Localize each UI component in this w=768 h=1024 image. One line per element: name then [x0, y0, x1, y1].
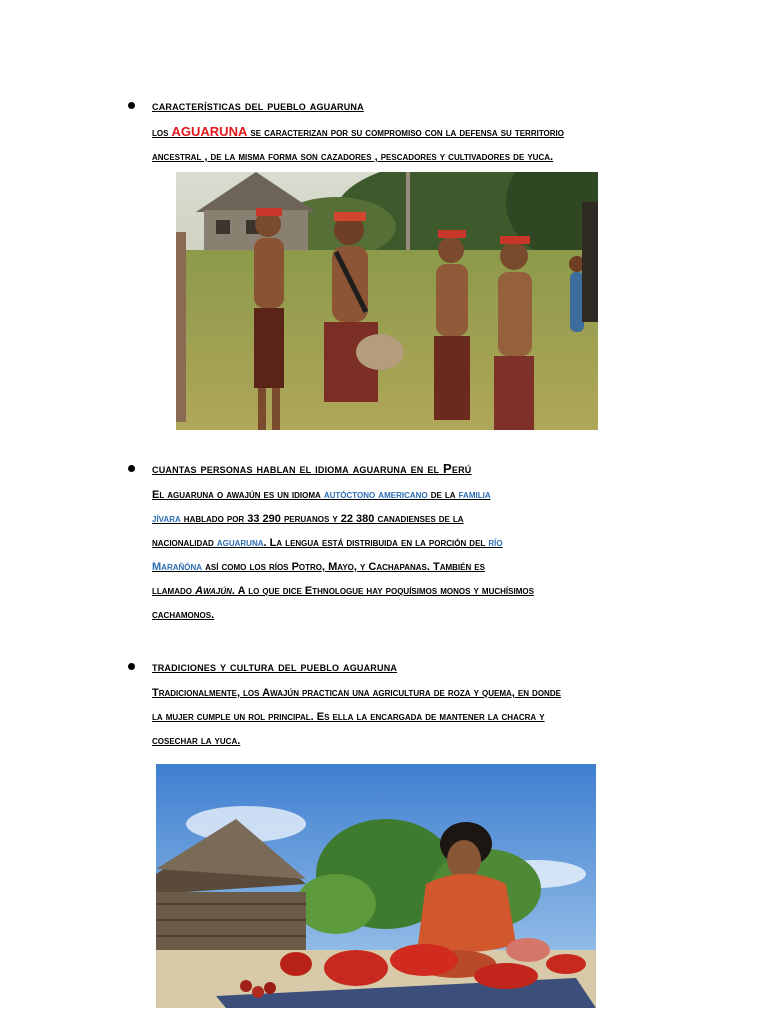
section-heading: tradiciones y cultura del pueblo aguaruna: [152, 659, 398, 674]
paragraph-line: cosechar la yuca.: [152, 735, 241, 747]
photo-aguaruna-men-illustration: [176, 172, 598, 430]
section-paragraph: [152, 120, 688, 169]
section-heading: características del pueblo aguaruna: [152, 98, 364, 113]
section-caracteristicas: [128, 98, 688, 169]
paragraph-line: nacionalidad aguaruna. La lengua está distribuida en la porción del río: [152, 537, 503, 549]
photo-aguaruna-woman-pottery-illustration: [156, 764, 596, 1008]
highlight-aguaruna: AGUARUNA: [171, 124, 248, 139]
bullet-icon: [128, 465, 135, 472]
photo-aguaruna-men: [176, 172, 598, 430]
section-idioma: [128, 461, 688, 627]
italic-awajun: Awajún: [195, 585, 232, 597]
section-heading-row: [128, 659, 688, 681]
link-rio[interactable]: río: [488, 537, 503, 549]
section-heading-row: [128, 461, 688, 483]
section-paragraph: [152, 483, 688, 627]
link-familia[interactable]: familia: [458, 489, 491, 501]
paragraph-line: cachamonos.: [152, 609, 215, 621]
paragraph-line: Marañóna así como los ríos Potro, Mayo, y Cachapanas. También es: [152, 561, 485, 573]
link-autoctono-americano[interactable]: autóctono americano: [323, 489, 428, 501]
section-heading-row: [128, 98, 688, 120]
section-paragraph: [152, 681, 688, 753]
paragraph-line: El aguaruna o awajún es un idioma autóctono americano de la familia: [152, 489, 491, 501]
bullet-icon: [128, 102, 135, 109]
photo-aguaruna-woman-pottery: [156, 764, 596, 1008]
link-aguaruna[interactable]: aguaruna: [216, 537, 264, 549]
paragraph-line: los AGUARUNA se caracterizan por su compromiso con la defensa su territorio: [152, 124, 565, 139]
link-maranona[interactable]: Marañóna: [152, 561, 203, 573]
paragraph-line: la mujer cumple un rol principal. Es ella la encargada de mantener la chacra y: [152, 711, 545, 723]
section-tradiciones: [128, 659, 688, 753]
paragraph-line: Tradicionalmente, los Awajún practican una agricultura de roza y quema, en donde: [152, 687, 561, 699]
bullet-icon: [128, 663, 135, 670]
paragraph-line: ancestral , de la misma forma son cazadores , pescadores y cultivadores de yuca.: [152, 151, 554, 163]
link-jivara[interactable]: jívara: [152, 513, 181, 525]
paragraph-line: jívara hablado por 33 290 peruanos y 22 380 canadienses de la: [152, 513, 464, 525]
paragraph-line: llamado Awajún. A lo que dice Ethnologue hay poquísimos monos y muchísimos: [152, 585, 534, 597]
section-heading: cuantas personas hablan el idioma aguaruna en el Perú: [152, 461, 472, 476]
